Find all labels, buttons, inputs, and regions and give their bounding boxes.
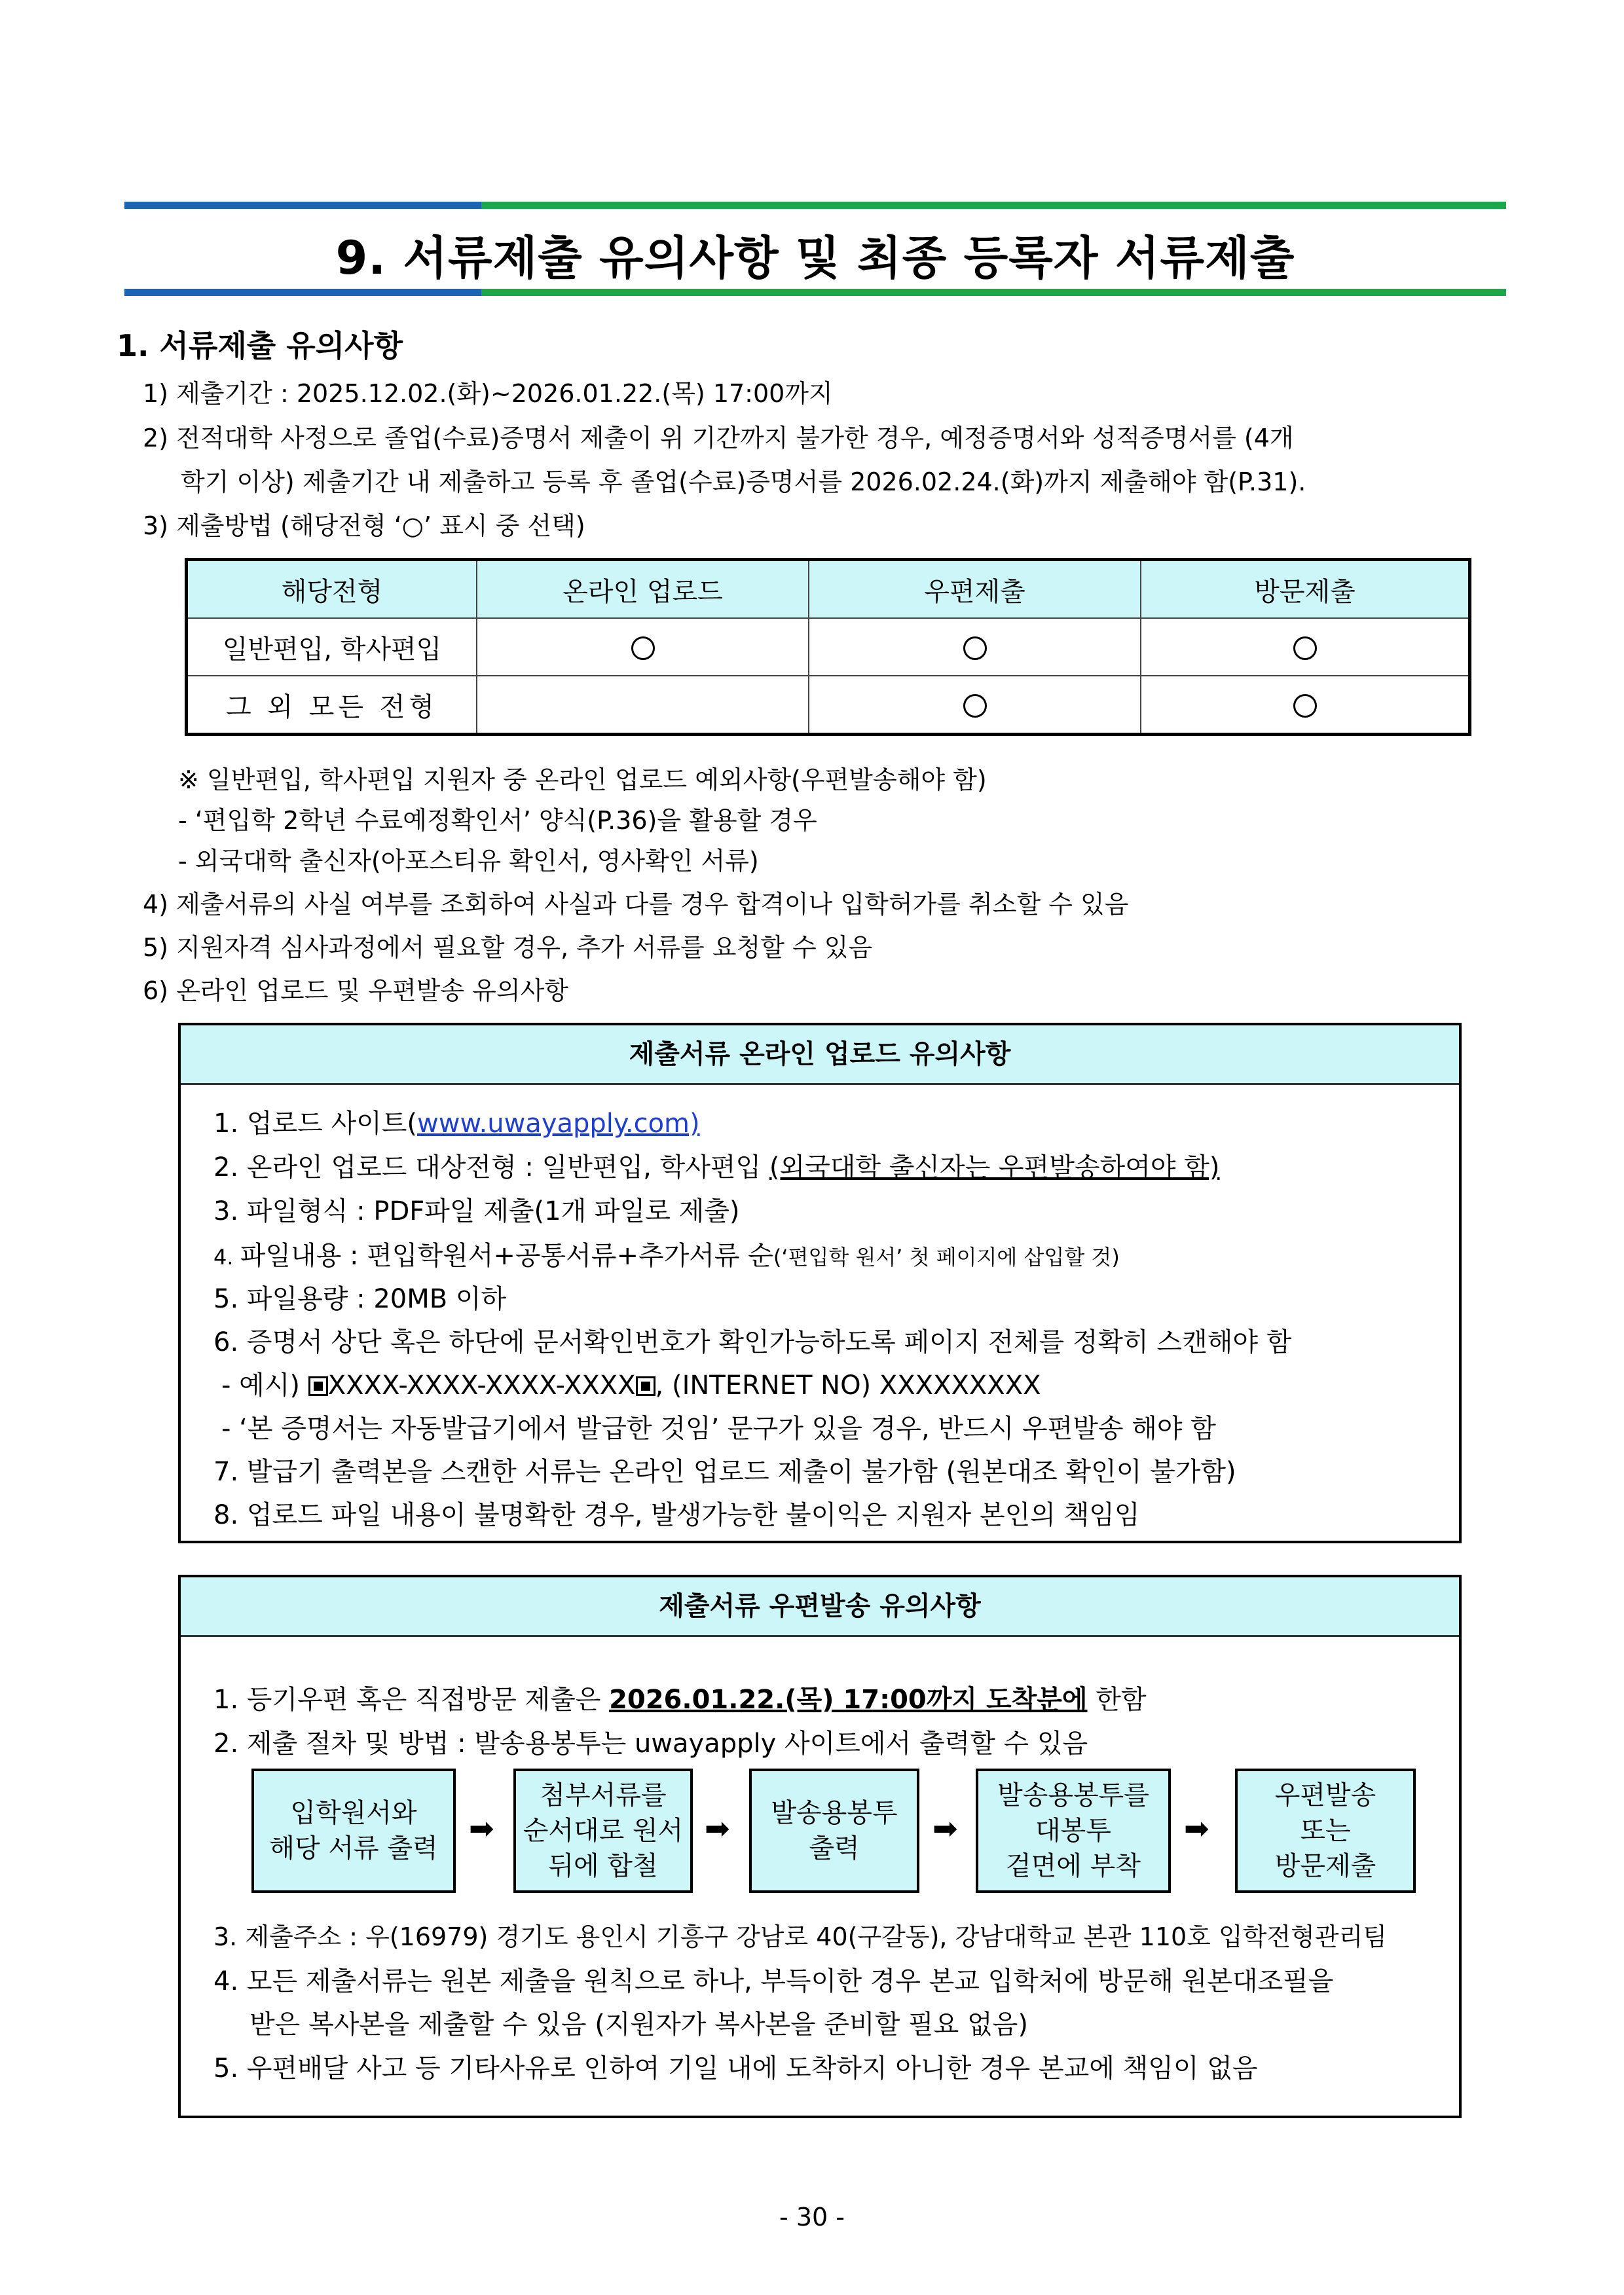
item-submission-method: 3) 제출방법 (해당전형 ‘○’ 표시 중 선택)	[143, 511, 585, 540]
flow-step-4	[976, 1769, 1171, 1893]
flow-step-1-line: 입학원서와	[290, 1798, 417, 1828]
online-line-6: 6. 증명서 상단 혹은 하단에 문서확인번호가 확인가능하도록 페이지 전체를 정확히 스캔해야 함	[213, 1327, 1292, 1357]
page-title: 9. 서류제출 유의사항 및 최종 등록자 서류제출	[335, 231, 1295, 285]
mail-line-1-suffix: 한함	[1087, 1685, 1147, 1715]
flow-step-1	[251, 1769, 456, 1893]
mail-box-header: 제출서류 우편발송 유의사항	[181, 1577, 1459, 1637]
item-submission-period: 1) 제출기간 : 2025.12.02.(화)~2026.01.22.(목) 17:00까지	[143, 379, 833, 408]
flow-step-3-line: 출력	[809, 1833, 860, 1864]
row-label: 그 외 모든 전형	[187, 676, 477, 735]
flow-step-5	[1235, 1769, 1416, 1893]
table-header-cell: 해당전형	[187, 560, 477, 619]
flow-step-2-line: 뒤에 합철	[548, 1851, 658, 1881]
table-header-cell: 방문제출	[1141, 560, 1470, 619]
circle-mark-icon	[963, 694, 987, 718]
flow-arrow-icon: ➡	[932, 1810, 958, 1846]
online-box-header: 제출서류 온라인 업로드 유의사항	[181, 1025, 1459, 1085]
flow-arrow-icon: ➡	[705, 1810, 730, 1846]
note-exception: ※ 일반편입, 학사편입 지원자 중 온라인 업로드 예외사항(우편발송해야 함)	[178, 765, 987, 794]
online-line-2-underlined: (외국대학 출신자는 우편발송하여야 함)	[769, 1152, 1220, 1183]
item-upload-mail-notes: 6) 온라인 업로드 및 우편발송 유의사항	[143, 976, 569, 1005]
mail-deadline: 2026.01.22.(목) 17:00까지 도착분에	[609, 1685, 1088, 1715]
circle-mark-icon	[1293, 636, 1317, 660]
circle-mark-icon	[963, 636, 987, 660]
mail-cell	[809, 676, 1141, 735]
mail-line-5: 5. 우편배달 사고 등 기타사유로 인하여 기일 내에 도착하지 아니한 경우 본교에 책임이 없음	[213, 2053, 1258, 2084]
circle-mark-icon	[1293, 694, 1317, 718]
flow-step-4-line: 발송용봉투를	[997, 1780, 1149, 1810]
item-verification: 4) 제출서류의 사실 여부를 조회하여 사실과 다를 경우 합격이나 입학허가를 취소할 수 있음	[143, 890, 1129, 919]
item-additional-docs: 5) 지원자격 심사과정에서 필요할 경우, 추가 서류를 요청할 수 있음	[143, 933, 873, 962]
flow-step-3-line: 발송용봉투	[771, 1798, 898, 1828]
flow-step-5-line: 우편발송	[1274, 1780, 1376, 1810]
mail-line-2: 2. 제출 절차 및 방법 : 발송용봉투는 uwayapply 사이트에서 출력할 수 있음	[213, 1729, 1088, 1759]
mail-line-4a: 4. 모든 제출서류는 원본 제출을 원칙으로 하나, 부득이한 경우 본교 입학처에 방문해 원본대조필을	[213, 1966, 1334, 1996]
online-line-7: 7. 발급기 출력본을 스캔한 서류는 온라인 업로드 제출이 불가함 (원본대조 확인이 불가함)	[213, 1457, 1236, 1487]
row-label: 일반편입, 학사편입	[187, 618, 477, 676]
online-line-5: 5. 파일용량 : 20MB 이하	[213, 1284, 507, 1314]
note-exception-a: - ‘편입학 2학년 수료예정확인서’ 양식(P.36)을 활용할 경우	[178, 806, 817, 835]
table-header-cell: 온라인 업로드	[477, 560, 809, 619]
online-cell	[477, 676, 809, 735]
online-cell	[477, 618, 809, 676]
online-line-4-text: 파일내용 : 편입학원서+공통서류+추가서류 순	[240, 1241, 773, 1271]
section-heading: 1. 서류제출 유의사항	[117, 328, 403, 363]
square-mark-icon	[636, 1376, 655, 1396]
online-line-6a	[221, 1365, 1041, 1402]
table-header-row	[187, 560, 1470, 619]
online-line-1	[213, 1103, 700, 1140]
visit-cell	[1141, 618, 1470, 676]
mail-line-3: 3. 제출주소 : 우(16979) 경기도 용인시 기흥구 강남로 40(구갈동), 강남대학교 본관 110호 입학전형관리팀	[213, 1922, 1387, 1951]
flow-step-5-line: 방문제출	[1274, 1851, 1376, 1881]
online-line-2	[213, 1147, 1220, 1184]
visit-cell	[1141, 676, 1470, 735]
item-graduation-note-b: 학기 이상) 제출기간 내 제출하고 등록 후 졸업(수료)증명서를 2026.02.24.(화)까지 제출해야 함(P.31).	[181, 468, 1306, 496]
uwayapply-link[interactable]: www.uwayapply.com)	[417, 1109, 700, 1139]
square-mark-icon	[308, 1376, 328, 1396]
mail-line-1-text: 1. 등기우편 혹은 직접방문 제출은	[213, 1685, 610, 1715]
submission-method-table	[185, 558, 1471, 736]
mail-submission-box	[178, 1575, 1462, 2118]
item-graduation-note-a: 2) 전적대학 사정으로 졸업(수료)증명서 제출이 위 기간까지 불가한 경우, 예정증명서와 성적증명서를 (4개	[143, 424, 1294, 452]
flow-step-1-line: 해당 서류 출력	[269, 1833, 438, 1864]
mail-cell	[809, 618, 1141, 676]
online-line-6a-code: XXXX-XXXX-XXXX-XXXX	[327, 1370, 636, 1401]
online-line-3: 3. 파일형식 : PDF파일 제출(1개 파일로 제출)	[213, 1196, 740, 1226]
flow-arrow-icon: ➡	[1184, 1810, 1209, 1846]
flow-step-3	[749, 1769, 919, 1893]
online-line-4-small: (‘편입학 원서’ 첫 페이지에 삽입할 것)	[773, 1245, 1120, 1270]
table-row	[187, 618, 1470, 676]
flow-step-2-line: 첨부서류를	[540, 1780, 667, 1810]
table-header-cell: 우편제출	[809, 560, 1141, 619]
flow-arrow-icon: ➡	[469, 1810, 494, 1846]
online-line-4	[213, 1235, 1120, 1272]
online-line-2-text: 2. 온라인 업로드 대상전형 : 일반편입, 학사편입	[213, 1152, 769, 1183]
flow-step-4-line: 겉면에 부착	[1006, 1851, 1141, 1881]
table-row	[187, 676, 1470, 735]
flow-step-2	[513, 1769, 693, 1893]
mail-line-4b: 받은 복사본을 제출할 수 있음 (지원자가 복사본을 준비할 필요 없음)	[249, 2010, 1028, 2040]
note-exception-b: - 외국대학 출신자(아포스티유 확인서, 영사확인 서류)	[178, 847, 759, 875]
circle-mark-icon	[631, 636, 655, 660]
online-line-8: 8. 업로드 파일 내용이 불명확한 경우, 발생가능한 불이익은 지원자 본인의 책임임	[213, 1500, 1140, 1530]
online-line-4-num: 4.	[213, 1245, 240, 1270]
flow-step-2-line: 순서대로 원서	[523, 1816, 684, 1846]
online-line-1-text: 1. 업로드 사이트(	[213, 1109, 418, 1139]
online-line-6a-prefix: - 예시)	[221, 1370, 308, 1401]
page-number: - 30 -	[779, 2203, 845, 2231]
flow-step-4-line: 대봉투	[1035, 1816, 1111, 1846]
mail-line-1	[213, 1679, 1147, 1716]
online-line-6a-suffix: , (INTERNET NO) XXXXXXXXX	[655, 1370, 1041, 1401]
online-upload-box	[178, 1023, 1462, 1543]
online-line-6b: - ‘본 증명서는 자동발급기에서 발급한 것임’ 문구가 있을 경우, 반드시 우편발송 해야 함	[221, 1414, 1216, 1444]
title-bar-bottom	[124, 289, 1506, 296]
flow-step-5-line: 또는	[1300, 1816, 1351, 1846]
title-bar-top	[124, 202, 1506, 209]
